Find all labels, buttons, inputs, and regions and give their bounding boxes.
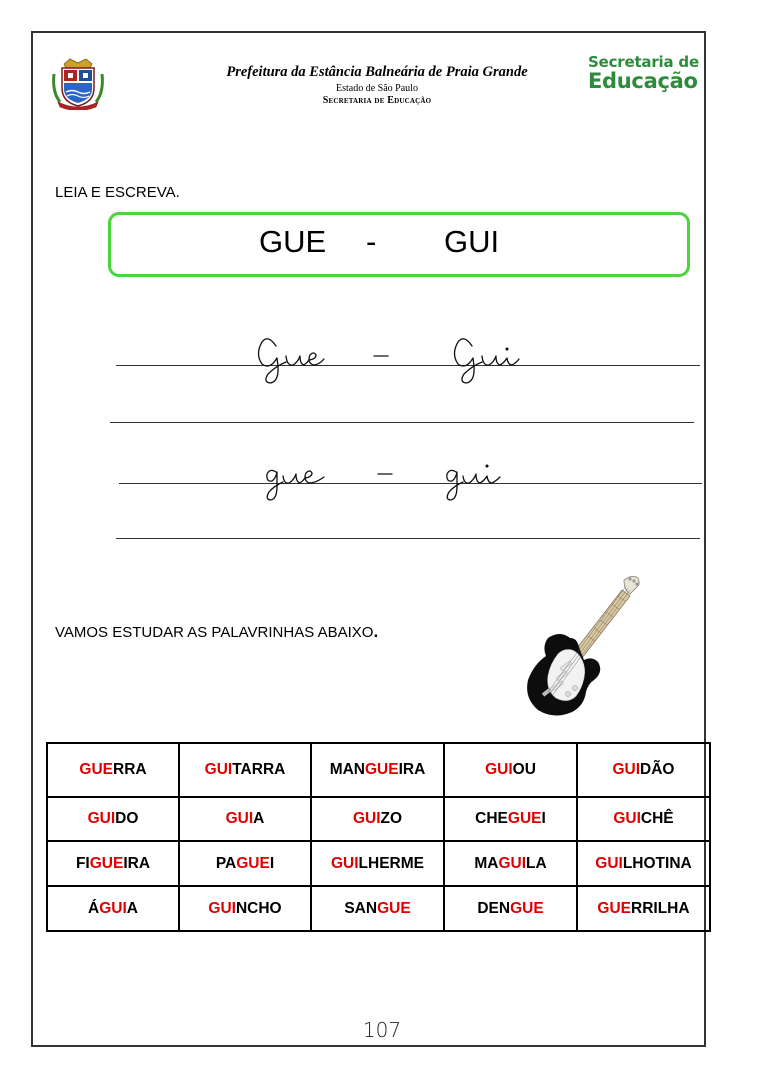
- word-rest: LA: [526, 854, 547, 872]
- word-cell: [577, 841, 710, 886]
- word-cell: [47, 886, 179, 931]
- word-highlight: GUI: [99, 899, 127, 917]
- word-cell: [577, 886, 710, 931]
- word-cell: [311, 743, 444, 797]
- word-cell: [47, 797, 179, 841]
- word-cell: [577, 797, 710, 841]
- word-highlight: GUI: [352, 810, 381, 827]
- word-highlight: GUI: [208, 899, 236, 917]
- word-rest: RRILHA: [631, 899, 690, 917]
- word-rest: LHOTINA: [622, 854, 692, 872]
- logo-line-2: Educação: [588, 69, 698, 93]
- table-row: [47, 797, 710, 841]
- word-rest: RRA: [113, 761, 147, 778]
- word-highlight: GUI: [87, 810, 116, 827]
- word-rest: LHERME: [358, 854, 424, 872]
- word-prefix: PA: [215, 854, 237, 872]
- word-rest: TARRA: [232, 761, 286, 778]
- word-cell: [47, 841, 179, 886]
- word-highlight: GUI: [204, 761, 233, 778]
- word-rest: A: [253, 810, 265, 827]
- word-rest: ZO: [380, 810, 403, 827]
- word-highlight: GUI: [498, 854, 526, 872]
- word-prefix: FI: [75, 854, 90, 872]
- word-prefix: DEN: [477, 899, 511, 917]
- header-department: Secretaria de Educação: [322, 95, 432, 106]
- word-highlight: GUE: [89, 854, 124, 872]
- word-cell: [47, 743, 179, 797]
- words-table: [46, 742, 711, 932]
- table-row: [47, 886, 710, 931]
- word-prefix: SAN: [344, 899, 378, 917]
- table-row: [47, 841, 710, 886]
- study-instruction: [55, 622, 378, 642]
- table-row: [47, 743, 710, 797]
- word-cell: [444, 886, 577, 931]
- word-cell: [179, 743, 311, 797]
- word-cell: [179, 841, 311, 886]
- syllable-dash: -: [366, 224, 377, 259]
- word-highlight: GUI: [612, 761, 641, 778]
- header-state: Estado de São Paulo: [336, 83, 418, 94]
- word-highlight: GUI: [330, 854, 359, 872]
- word-rest: A: [126, 899, 138, 917]
- word-rest: IRA: [123, 854, 151, 872]
- study-instruction-period: .: [373, 622, 379, 641]
- word-cell: [311, 841, 444, 886]
- word-cell: [311, 886, 444, 931]
- word-rest: CHÊ: [640, 810, 674, 827]
- word-cell: [179, 797, 311, 841]
- word-cell: [444, 797, 577, 841]
- page-number: 107: [362, 1018, 402, 1042]
- word-highlight: GUE: [377, 899, 411, 917]
- word-prefix: Á: [88, 899, 100, 917]
- word-highlight: GUE: [597, 899, 632, 917]
- word-highlight: GUI: [225, 810, 254, 827]
- word-rest: DO: [115, 810, 139, 827]
- electric-guitar-icon: [520, 572, 645, 724]
- read-write-instruction: LEIA E ESCREVA.: [55, 184, 180, 201]
- study-instruction-text: VAMOS ESTUDAR AS PALAVRINHAS ABAIXO: [55, 624, 374, 641]
- word-highlight: GUE: [79, 761, 113, 778]
- word-highlight: GUE: [510, 899, 544, 917]
- word-highlight: GUI: [485, 761, 513, 778]
- word-highlight: GUE: [507, 810, 542, 827]
- syllable-gui: GUI: [444, 224, 500, 259]
- word-rest: IRA: [398, 761, 426, 778]
- word-cell: [444, 743, 577, 797]
- word-cell: [179, 886, 311, 931]
- word-cell: [444, 841, 577, 886]
- syllable-gue: GUE: [259, 224, 327, 259]
- word-prefix: CHE: [475, 810, 508, 827]
- word-highlight: GUE: [236, 854, 270, 872]
- word-prefix: MA: [474, 854, 499, 872]
- word-rest: DÃO: [640, 761, 675, 778]
- word-cell: [577, 743, 710, 797]
- word-prefix: MAN: [329, 761, 365, 778]
- header-title: Prefeitura da Estância Balneária de Praia Grande: [226, 64, 528, 80]
- word-rest: NCHO: [235, 899, 282, 917]
- word-rest: I: [269, 854, 275, 872]
- word-highlight: GUE: [365, 761, 399, 778]
- word-cell: [311, 797, 444, 841]
- word-highlight: GUI: [595, 854, 623, 872]
- word-highlight: GUI: [613, 810, 641, 827]
- logo-line-1: Secretaria de: [588, 53, 699, 71]
- word-rest: OU: [512, 761, 536, 778]
- word-rest: I: [541, 810, 546, 827]
